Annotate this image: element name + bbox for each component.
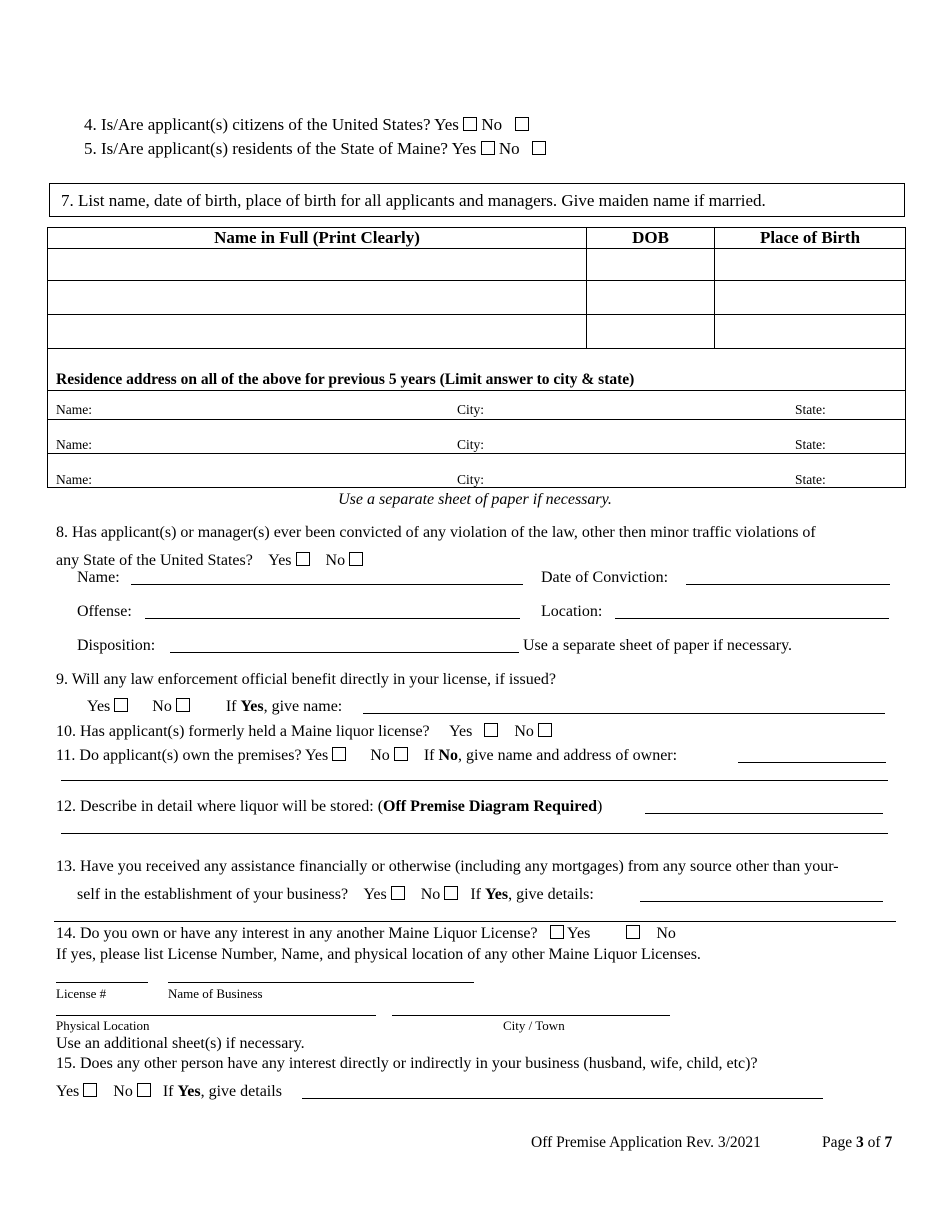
q11-yes-checkbox[interactable] — [332, 747, 346, 761]
col-name-header: Name in Full (Print Clearly) — [48, 228, 587, 249]
q13-no-checkbox[interactable] — [444, 886, 458, 900]
license-number-field[interactable] — [56, 982, 148, 983]
residence-note: Use a separate sheet of paper if necessary. — [338, 491, 612, 508]
q15-no-checkbox[interactable] — [137, 1083, 151, 1097]
q4-no-checkbox[interactable] — [515, 117, 529, 131]
residence-name-label: Name: — [56, 402, 92, 417]
q13-details-field[interactable] — [640, 901, 883, 902]
q13-line2: self in the establishment of your business? Yes No If Yes, give details: — [77, 886, 594, 903]
q8-offense-field[interactable] — [145, 618, 520, 619]
q8-location-label: Location: — [541, 603, 603, 620]
q4-no-label: No — [481, 115, 503, 134]
col-dob-header: DOB — [587, 228, 715, 249]
q9-answers: Yes No If Yes, give name: — [87, 698, 343, 715]
q11-text: 11. Do applicant(s) own the premises? — [56, 747, 302, 764]
city-town-field[interactable] — [392, 1015, 670, 1016]
footer-form-id: Off Premise Application Rev. 3/2021 — [531, 1134, 761, 1151]
pob-cell[interactable] — [715, 281, 906, 315]
footer-page-number: Page 3 of 7 — [822, 1134, 893, 1151]
q5-no-checkbox[interactable] — [532, 141, 546, 155]
business-name-label: Name of Business — [168, 986, 263, 1001]
q11-owner-field[interactable] — [738, 762, 886, 763]
q13-yes-checkbox[interactable] — [391, 886, 405, 900]
q14-line2: If yes, please list License Number, Name, and physical location of any other Maine Liquor Licenses. — [56, 946, 701, 963]
q8-line1: 8. Has applicant(s) or manager(s) ever been convicted of any violation of the law, other then minor traffic violations of — [56, 524, 816, 541]
q15-details-field[interactable] — [302, 1098, 823, 1099]
q8-note: Use a separate sheet of paper if necessary. — [523, 637, 793, 654]
question-4 — [84, 115, 529, 135]
q8-no-label: No — [325, 552, 346, 569]
q14-no-label: No — [656, 925, 676, 942]
q7-box — [49, 183, 905, 217]
q8-name-label: Name: — [77, 569, 120, 586]
q8-date-field[interactable] — [686, 584, 890, 585]
residence-city-label: City: — [457, 437, 485, 452]
q11-owner-field-line2[interactable] — [61, 780, 888, 781]
question-11: 11. Do applicant(s) own the premises? Yes No If No, give name and address of owner: — [56, 747, 678, 764]
q9-no-label: No — [152, 698, 172, 715]
residence-name-label: Name: — [56, 472, 92, 487]
q11-yes-label: Yes — [304, 747, 329, 764]
license-number-label: License # — [56, 986, 107, 1001]
q5-yes-checkbox[interactable] — [481, 141, 495, 155]
residence-state-label: State: — [795, 402, 826, 417]
question-12: 12. Describe in detail where liquor will be stored: (Off Premise Diagram Required) — [56, 798, 603, 815]
q9-yes-checkbox[interactable] — [114, 698, 128, 712]
table-header — [48, 228, 906, 249]
residence-city-label: City: — [457, 472, 485, 487]
physical-location-label: Physical Location — [56, 1018, 150, 1033]
q8-disposition-label: Disposition: — [77, 637, 156, 654]
section-divider — [54, 921, 896, 922]
question-5 — [84, 139, 546, 159]
residence-state-label: State: — [795, 437, 826, 452]
question-10 — [56, 723, 552, 741]
name-cell[interactable] — [48, 315, 587, 349]
q12-storage-field-line2[interactable] — [61, 833, 888, 834]
q8-name-field[interactable] — [131, 584, 523, 585]
q11-no-label: No — [370, 747, 390, 764]
residence-name-label: Name: — [56, 437, 92, 452]
q9-text: 9. Will any law enforcement official benefit directly in your license, if issued? — [56, 671, 556, 688]
q10-no-checkbox[interactable] — [538, 723, 552, 737]
q8-yes-checkbox[interactable] — [296, 552, 310, 566]
q8-location-field[interactable] — [615, 618, 889, 619]
question-14 — [56, 925, 676, 943]
table-row — [48, 249, 906, 281]
table-row — [48, 281, 906, 315]
q14-yes-checkbox[interactable] — [550, 925, 564, 939]
q11-no-checkbox[interactable] — [394, 747, 408, 761]
q15-answers: Yes No If Yes, give details — [56, 1083, 282, 1100]
physical-location-field[interactable] — [56, 1015, 376, 1016]
pob-cell[interactable] — [715, 249, 906, 281]
city-town-label: City / Town — [503, 1018, 565, 1033]
q4-yes-checkbox[interactable] — [463, 117, 477, 131]
q12-storage-field[interactable] — [645, 813, 883, 814]
dob-cell[interactable] — [587, 281, 715, 315]
q8-disposition-field[interactable] — [170, 652, 519, 653]
q5-yes-label: Yes — [451, 139, 477, 158]
name-cell[interactable] — [48, 249, 587, 281]
q10-yes-label: Yes — [449, 723, 473, 740]
q13-no-label: No — [420, 886, 441, 903]
col-pob-header: Place of Birth — [715, 228, 906, 249]
q15-yes-checkbox[interactable] — [83, 1083, 97, 1097]
q14-text: 14. Do you own or have any interest in any another Maine Liquor License? — [56, 925, 538, 942]
q8-date-label: Date of Conviction: — [541, 569, 669, 586]
q5-no-label: No — [498, 139, 520, 158]
residence-state-label: State: — [795, 472, 826, 487]
q14-note: Use an additional sheet(s) if necessary. — [56, 1035, 305, 1052]
q13-line1: 13. Have you received any assistance financially or otherwise (including any mortgages) from any source other than your- — [56, 858, 839, 875]
q5-text: 5. Is/Are applicant(s) residents of the State of Maine? — [84, 139, 448, 158]
residence-heading: Residence address on all of the above for previous 5 years (Limit answer to city & state) — [56, 371, 635, 388]
applicants-table — [47, 227, 906, 349]
dob-cell[interactable] — [587, 315, 715, 349]
q10-yes-checkbox[interactable] — [484, 723, 498, 737]
pob-cell[interactable] — [715, 315, 906, 349]
name-cell[interactable] — [48, 281, 587, 315]
residence-city-label: City: — [457, 402, 485, 417]
business-name-field[interactable] — [168, 982, 474, 983]
q10-text: 10. Has applicant(s) formerly held a Maine liquor license? — [56, 723, 430, 740]
q15-text: 15. Does any other person have any interest directly or indirectly in your business (husband, wife, child, etc)? — [56, 1055, 758, 1072]
q13-yes-label: Yes — [363, 886, 387, 903]
q9-no-checkbox[interactable] — [176, 698, 190, 712]
table-row — [48, 315, 906, 349]
q14-no-checkbox[interactable] — [626, 925, 640, 939]
q14-yes-label: Yes — [567, 925, 591, 942]
q15-yes-label: Yes — [56, 1083, 80, 1100]
dob-cell[interactable] — [587, 249, 715, 281]
q8-offense-label: Offense: — [77, 603, 132, 620]
q9-yes-label: Yes — [87, 698, 111, 715]
q10-no-label: No — [514, 723, 534, 740]
q9-name-field[interactable] — [363, 713, 885, 714]
q4-text: 4. Is/Are applicant(s) citizens of the United States? — [84, 115, 431, 134]
q15-no-label: No — [113, 1083, 133, 1100]
q8-line2: any State of the United States? Yes No — [56, 552, 363, 570]
q7-text: 7. List name, date of birth, place of birth for all applicants and managers. Give maiden name if married. — [61, 191, 766, 210]
q8-yes-label: Yes — [268, 552, 292, 569]
q4-yes-label: Yes — [434, 115, 459, 134]
q8-no-checkbox[interactable] — [349, 552, 363, 566]
